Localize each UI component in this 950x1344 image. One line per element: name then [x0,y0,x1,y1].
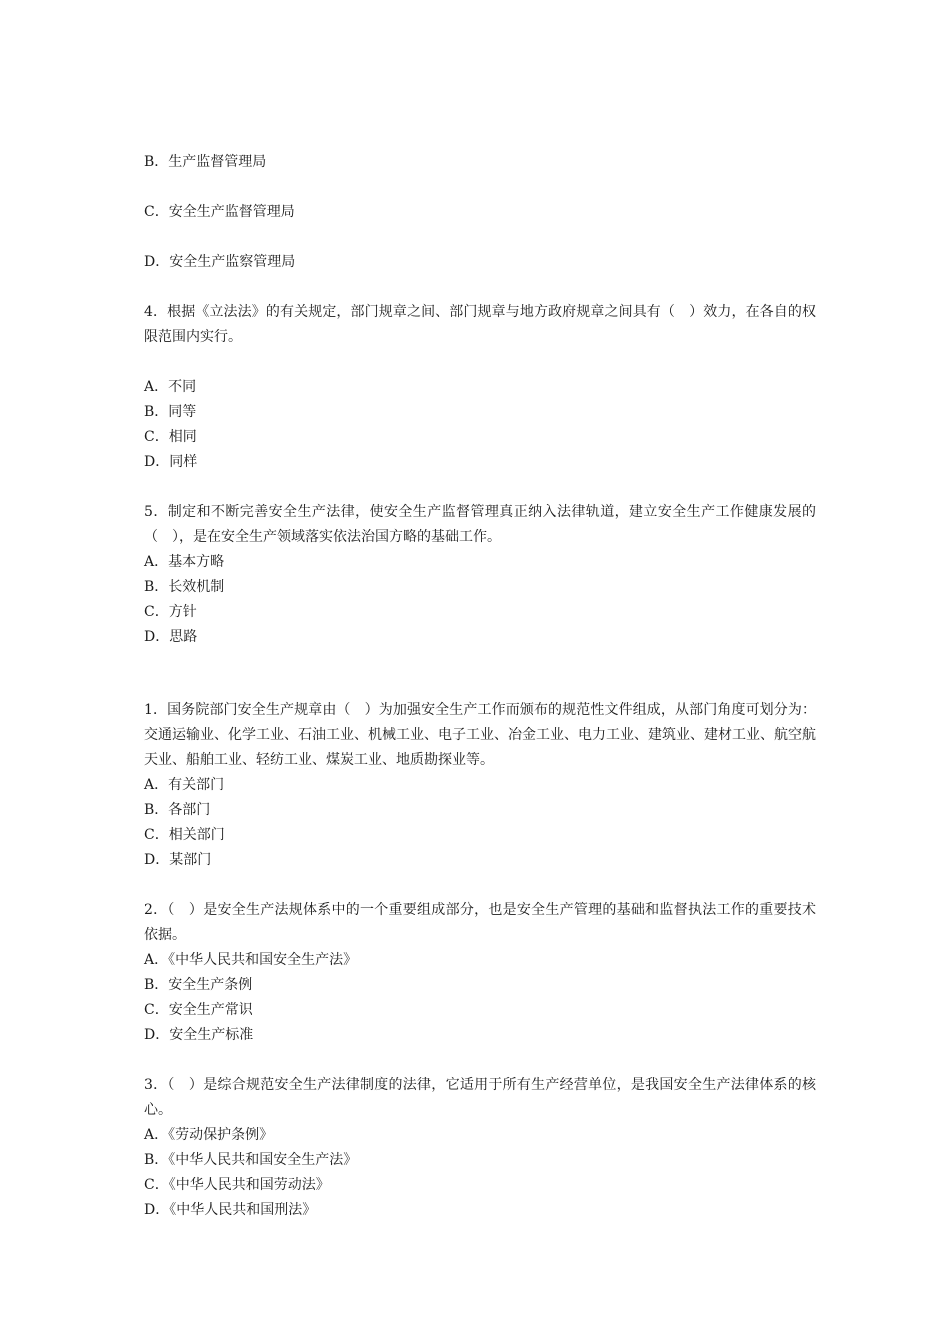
option-line: B．安全生产条例 [144,977,253,993]
option-line: A．《中华人民共和国安全生产法》 [144,952,358,968]
option-line: D．同样 [144,454,198,470]
option-line: C．安全生产监督管理局 [144,204,295,220]
question-stem: 5．制定和不断完善安全生产法律，使安全生产监督管理真正纳入法律轨道，建立安全生产工作健康发展的（ ），是在安全生产领域落实依法治国方略的基础工作。 [144,504,816,545]
option-line: B．生产监督管理局 [144,154,267,170]
option-line: C．《中华人民共和国劳动法》 [144,1177,330,1193]
option-line: D．安全生产监察管理局 [144,254,296,270]
question-stem: 1．国务院部门安全生产规章由（ ）为加强安全生产工作而颁布的规范性文件组成，从部门角度可划分为：交通运输业、化学工业、石油工业、机械工业、电子工业、冶金工业、电力工业、建筑业、建材工业、航空航天业、船舶工业、轻纺工业、煤炭工业、地质勘探业等。 [144,702,816,768]
option-line: C．相关部门 [144,827,225,843]
option-line: A．不同 [144,379,197,395]
option-line: D．某部门 [144,852,212,868]
option-line: B．同等 [144,404,197,420]
option-line: C．相同 [144,429,197,445]
question-stem: 2．（ ）是安全生产法规体系中的一个重要组成部分，也是安全生产管理的基础和监督执法工作的重要技术依据。 [144,902,816,943]
option-line: B．《中华人民共和国安全生产法》 [144,1152,358,1168]
document-page [144,150,816,1223]
option-line: A．有关部门 [144,777,225,793]
option-line: D．安全生产标准 [144,1027,254,1043]
option-line: A．《劳动保护条例》 [144,1127,274,1143]
question-stem: 4．根据《立法法》的有关规定，部门规章之间、部门规章与地方政府规章之间具有（ ）效力，在各自的权限范围内实行。 [144,304,816,345]
option-line: B．长效机制 [144,579,225,595]
option-line: C．方针 [144,604,197,620]
question-stem: 3．（ ）是综合规范安全生产法律制度的法律，它适用于所有生产经营单位，是我国安全生产法律体系的核心。 [144,1077,816,1118]
option-line: D．思路 [144,629,198,645]
option-line: A．基本方略 [144,554,225,570]
option-line: B．各部门 [144,802,211,818]
option-line: D．《中华人民共和国刑法》 [144,1202,317,1218]
option-line: C．安全生产常识 [144,1002,253,1018]
